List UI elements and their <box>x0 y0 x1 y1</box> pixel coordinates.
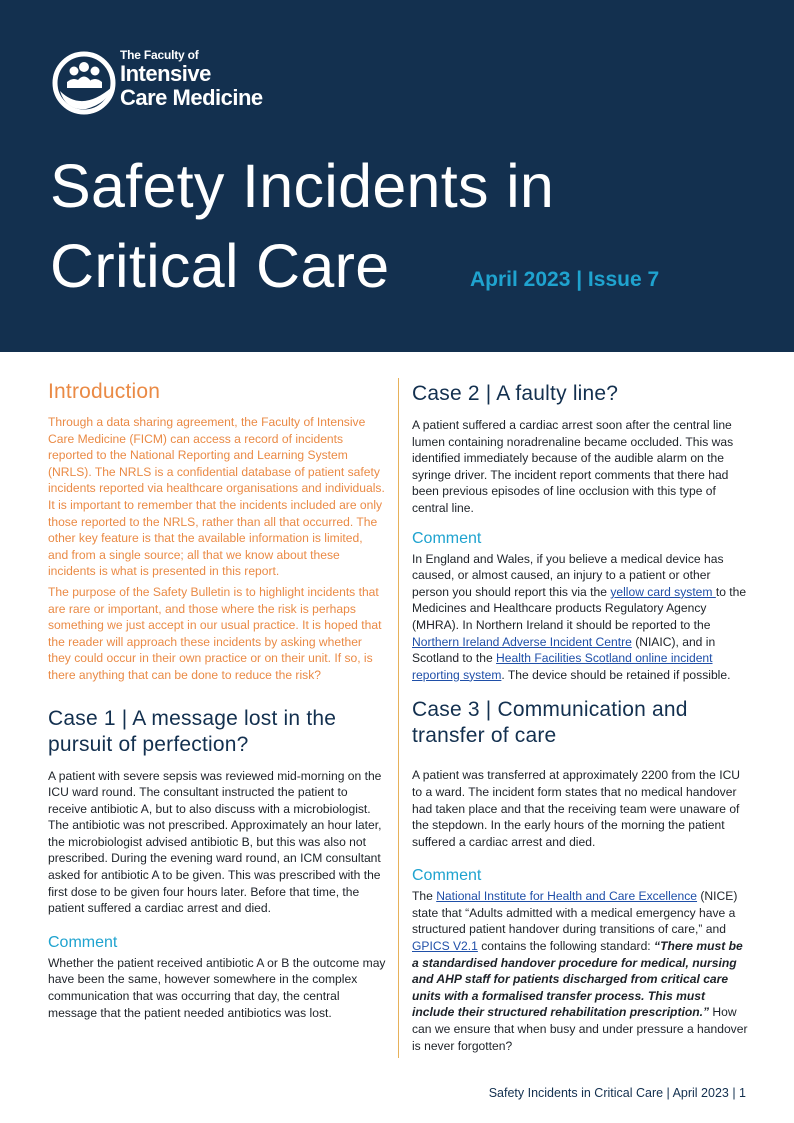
ficm-logo-icon <box>52 49 116 117</box>
case1-comment-heading: Comment <box>48 933 118 951</box>
case3-body: A patient was transferred at approximately 2200 from the ICU to a ward. The incident form states that no medical handover had taken place and that the receiving team were unaware of the stepdown. In the early hours of the morning the patient suffered a cardiac arrest and died. <box>412 768 741 849</box>
intro-paragraph-1: Through a data sharing agreement, the Faculty of Intensive Care Medicine (FICM) can access a record of incidents reported to the National Reporting and Learning System (NRLS). The NRLS is a confidential database of patient safety incidents reported via healthcare organisations and individuals. It is important to remember that the incidents included are only those reported to the NRLS, rather than all that occurred. The other key feature is that the available information is limited, and from a single source; all that we know about these incidents is what is presented in this report. <box>48 415 385 579</box>
case2-comment-text-b: to the Medicines and Healthcare products Regulatory Agency (MHRA). In Northern Ireland it should be reported to the <box>412 584 747 632</box>
case2-heading: Case 2 | A faulty line? <box>412 382 619 405</box>
case3-comment-heading: Comment <box>412 867 482 885</box>
intro-heading: Introduction <box>48 380 161 403</box>
case1-heading-line-2: pursuit of perfection? <box>48 732 249 756</box>
case2-comment-heading: Comment <box>412 529 482 547</box>
case3-section <box>412 697 748 1054</box>
case3-comment-text-b: contains the following standard: <box>477 939 655 954</box>
gpics-link[interactable]: GPICS V2.1 <box>412 939 478 954</box>
case1-heading <box>48 706 386 758</box>
case1-body: A patient with severe sepsis was reviewed mid-morning on the ICU ward round. The consultant instructed the patient to receive antibiotic A, but to also discuss with a microbiologist. The antibiotic was not prescribed. Approximately an hour later, the microbiologist advised antibiotic B, but this was also not prescribed. During the evening ward round, an ICM consultant asked for antibiotic A to be given. This was prescribed with the first dose to be given four hours later. Before that time, the patient suffered a cardiac arrest and died. <box>48 768 382 916</box>
logo-line-2: Care Medicine <box>120 85 263 110</box>
header-banner <box>0 0 794 352</box>
case3-heading-line-2: transfer of care <box>412 724 557 748</box>
case3-comment <box>412 888 748 1054</box>
case2-section <box>412 381 748 683</box>
title-line-2: Critical Care <box>50 232 390 300</box>
intro-section <box>48 378 386 684</box>
left-column <box>48 378 386 1021</box>
case2-comment-text-c: (NIAIC), and in Scotland to the <box>412 634 716 666</box>
column-divider <box>398 378 399 1058</box>
intro-paragraph-2: The purpose of the Safety Bulletin is to highlight incidents that are rare or important, and those where the risk is perhaps something we just accept in our usual practice. It is hoped that the reader will approach these incidents by asking whether they could occur in their own practice or on their unit. If so, is there anything that can be done to reduce the risk? <box>48 584 382 682</box>
case1-section <box>48 706 386 1022</box>
nice-link[interactable]: National Institute for Health and Care Excellence <box>436 889 698 904</box>
case3-comment-text-c: How can we ensure that when busy and under pressure a handover is never forgotten? <box>412 1005 748 1053</box>
case2-comment <box>412 551 748 684</box>
case3-heading-line-1: Case 3 | Communication and <box>412 698 688 722</box>
logo-wordmark <box>120 48 263 110</box>
case3-comment-pre: The <box>412 889 437 904</box>
logo-small-text: The Faculty of <box>120 48 199 62</box>
case3-heading <box>412 697 748 749</box>
case2-comment-text-a: In England and Wales, if you believe a medical device has caused, or almost caused, an injury to a patient or other person you should report this via the <box>412 551 724 599</box>
case1-comment: Whether the patient received antibiotic A or B the outcome may have been the same, however somewhere in the complex communication that was occurring that day, the central message that the patient needed antibiotics was lost. <box>48 955 386 1020</box>
yellow-card-link[interactable]: yellow card system <box>610 584 716 599</box>
case2-comment-text-d: . The device should be retained if possible. <box>501 667 731 682</box>
case2-body: A patient suffered a cardiac arrest soon after the central line lumen containing noradrenaline became occluded. This was identified immediately because of the audible alarm on the syringe driver. The incident report comments that there had been previous episodes of line occlusion with this type of central line. <box>412 418 734 515</box>
hfs-reporting-link[interactable]: Health Facilities Scotland online incident reporting system <box>412 651 713 682</box>
case3-quote: “There must be a standardised handover procedure for medical, nursing and AHP staff for patients discharged from critical care units with a formalised transfer process. This must include their structured rehabilitation prescription.” <box>412 939 743 1020</box>
page-footer: Safety Incidents in Critical Care | April 2023 | 1 <box>488 1086 746 1100</box>
logo-line-1: Intensive <box>120 61 211 86</box>
right-column <box>412 378 748 1054</box>
niaic-link[interactable]: Northern Ireland Adverse Incident Centre <box>412 634 632 649</box>
title-line-1: Safety Incidents in <box>50 152 555 220</box>
issue-label: April 2023 | Issue 7 <box>470 268 660 291</box>
case3-comment-text-a: (NICE) state that “Adults admitted with a medical emergency have a structured patient handover during transitions of care,” and <box>412 889 738 937</box>
case1-heading-line-1: Case 1 | A message lost in the <box>48 706 337 730</box>
